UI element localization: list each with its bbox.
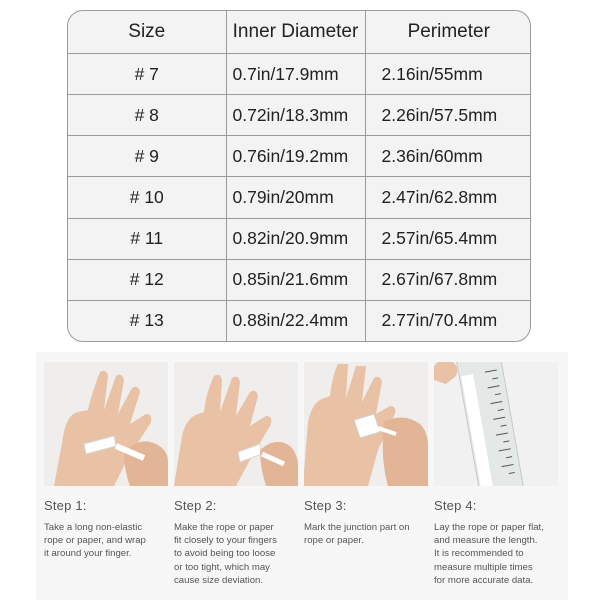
table-row: [68, 177, 531, 218]
step-2: [174, 362, 298, 587]
ring-size-table: [67, 10, 531, 342]
cell-inner-diameter: 0.88in/22.4mm: [226, 300, 365, 341]
table-row: [68, 259, 531, 300]
step-4: [434, 362, 558, 587]
step-1-description: Take a long non-elastic rope or paper, and wrap it around your finger.: [44, 522, 146, 560]
cell-perimeter: 2.47in/62.8mm: [365, 177, 531, 218]
table-row: [68, 95, 531, 136]
cell-perimeter: 2.67in/67.8mm: [365, 259, 531, 300]
table-row: [68, 136, 531, 177]
table-row: [68, 218, 531, 259]
cell-perimeter: 2.77in/70.4mm: [381, 310, 498, 331]
step-2-title: Step 2:: [174, 498, 217, 513]
step-3: [304, 362, 428, 547]
step-4-title: Step 4:: [434, 498, 477, 513]
cell-perimeter: 2.36in/60mm: [365, 136, 531, 177]
step-3-description: Mark the junction part on rope or paper.: [304, 522, 410, 547]
hand-tightening-paper-icon: [174, 362, 298, 486]
cell-size: # 12: [68, 259, 226, 300]
cell-inner-diameter: 0.7in/17.9mm: [226, 54, 365, 95]
cell-size: # 11: [68, 218, 226, 259]
header-inner-diameter: Inner Diameter: [226, 11, 365, 54]
step-2-photo: [174, 362, 298, 486]
hand-wrapping-paper-icon: [44, 362, 168, 486]
table-header-row: [68, 11, 531, 54]
cell-size: # 7: [68, 54, 226, 95]
cell-inner-diameter: 0.76in/19.2mm: [226, 136, 365, 177]
cell-size: # 13: [68, 300, 226, 341]
step-1: [44, 362, 168, 561]
size-table-grid: [68, 11, 531, 341]
cell-size: # 9: [68, 136, 226, 177]
hand-marking-paper-icon: [304, 362, 428, 486]
step-2-description: Make the rope or paper fit closely to your fingers to avoid being too loose or too tight, which may cause size deviation.: [174, 522, 277, 586]
step-4-description: Lay the rope or paper flat, and measure the length. It is recommended to measure multiple times for more accurate data.: [434, 522, 544, 586]
step-1-title: Step 1:: [44, 498, 87, 513]
header-size: Size: [68, 11, 226, 54]
step-4-photo: [434, 362, 558, 486]
step-3-photo: [304, 362, 428, 486]
cell-size: # 8: [68, 95, 226, 136]
table-row: [68, 54, 531, 95]
step-3-title: Step 3:: [304, 498, 347, 513]
cell-inner-diameter: 0.72in/18.3mm: [226, 95, 365, 136]
table-row: [68, 300, 531, 341]
header-perimeter: Perimeter: [365, 11, 531, 54]
cell-perimeter: 2.16in/55mm: [365, 54, 531, 95]
cell-perimeter: 2.57in/65.4mm: [365, 218, 531, 259]
cell-inner-diameter: 0.79in/20mm: [226, 177, 365, 218]
cell-size: # 10: [68, 177, 226, 218]
cell-inner-diameter: 0.82in/20.9mm: [226, 218, 365, 259]
step-1-photo: [44, 362, 168, 486]
cell-inner-diameter: 0.85in/21.6mm: [226, 259, 365, 300]
ruler-icon: [434, 362, 558, 486]
cell-perimeter: 2.26in/57.5mm: [365, 95, 531, 136]
